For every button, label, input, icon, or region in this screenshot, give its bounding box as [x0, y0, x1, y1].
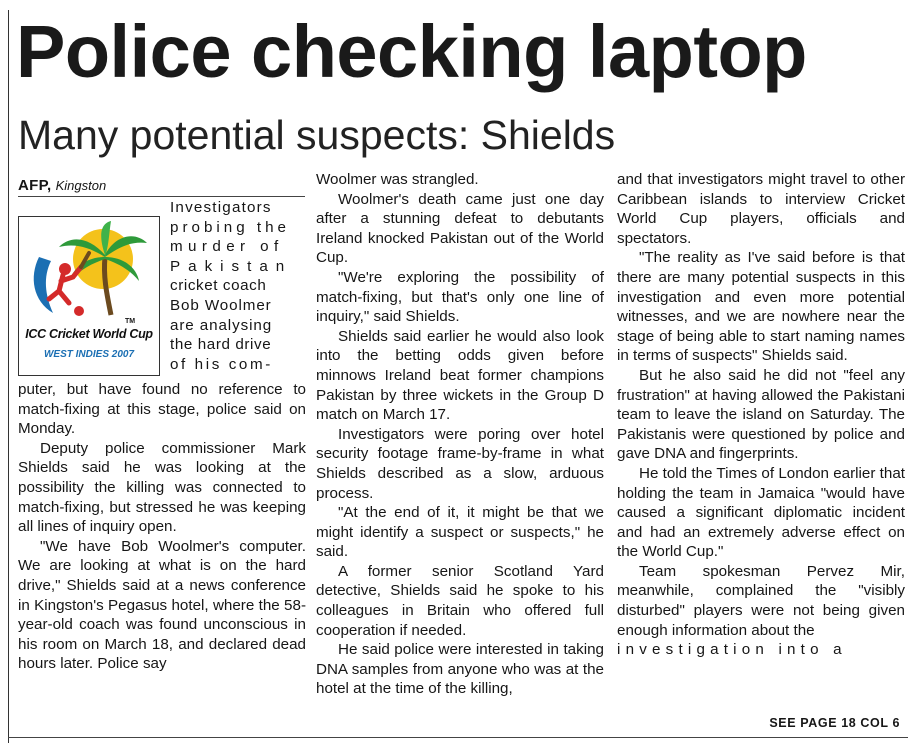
lead-line: are analysing	[170, 316, 273, 334]
paragraph: A former senior Scotland Yard detective, Shields said he spoke to his colleagues in Britain who offered full cooperation if needed.	[316, 562, 604, 639]
article-column-1	[18, 176, 306, 674]
lead-line: Pakistan	[170, 257, 293, 275]
paragraph: "We're exploring the possibility of match-fixing, but that's only one line of inquiry," said Shields.	[316, 268, 604, 326]
lead-line: murder of	[170, 238, 284, 256]
bottom-rule	[8, 737, 908, 738]
byline-agency: AFP,	[18, 177, 52, 194]
paragraph: Woolmer was strangled.	[316, 171, 479, 188]
lead-line: the hard drive	[170, 336, 272, 354]
logo-trademark: TM	[125, 318, 136, 325]
paragraph: Shields said earlier he would also look into the betting odds given before minnows Ireland beat former champions Pakistan by three wickets in the Group D match on March 17.	[316, 327, 604, 424]
headline: Police checking laptop	[16, 10, 807, 93]
paragraph: But he also said he did not "feel any frustration" at having allowed the Pakistani team to leave the island on Saturday. The Pakistanis were questioned by police and gave DNA and fingerprints.	[617, 366, 905, 463]
left-column-rule	[8, 10, 9, 743]
article-column-2	[316, 170, 604, 699]
lead-paragraph-end: puter, but have found no reference to match-fixing at this stage, police said on Monday.	[18, 381, 306, 438]
paragraph: He told the Times of London earlier that holding the team in Jamaica "would have caused a significant diplomatic incident and had an extremely adverse effect on the World Cup."	[617, 464, 905, 561]
continuation-link[interactable]: SEE PAGE 18 COL 6	[769, 716, 900, 730]
paragraph: Deputy police commissioner Mark Shields said he was looking at the possibility the killing was connected to match-fixing, but stressed he was keeping all lines of inquiry open.	[18, 439, 306, 536]
lead-line: Bob Woolmer	[170, 296, 272, 314]
paragraph: Team spokesman Pervez Mir, meanwhile, complained the "visibly disturbed" players were not being given enough information about the	[617, 562, 905, 639]
paragraph: Investigators were poring over hotel security footage frame-by-frame in what Shields described as a slow, arduous process.	[316, 425, 604, 502]
byline	[18, 176, 306, 198]
paragraph: "We have Bob Woolmer's computer. We are looking at what is on the hard drive," Shields said at a news conference in Kingston's Pegasus hotel, where the 58-year-old coach was found unconscious in his room on March 18, and declared dead hours later. Police say	[18, 537, 306, 673]
byline-place: Kingston	[55, 178, 107, 193]
paragraph: Woolmer's death came just one day after a stunning defeat to debutants Ireland knocked Pakistan out of the World Cup.	[316, 190, 604, 267]
lead-line: Investigators	[170, 199, 272, 216]
lead-line: of his com-	[170, 355, 273, 373]
paragraph: "The reality as I've said before is that there are many potential suspects in this investigation and even more potential witnesses, and we are nowhere near the stage of being able to start naming names in terms of suspects" Shields said.	[617, 249, 905, 365]
logo-title: ICC Cricket World Cup	[25, 327, 153, 341]
subheadline: Many potential suspects: Shields	[18, 112, 616, 158]
logo-subtitle: WEST INDIES 2007	[43, 349, 135, 360]
lead-line: probing the	[170, 218, 290, 236]
paragraph-last-line: investigation into a	[617, 641, 847, 659]
lead-line: cricket coach	[170, 277, 267, 295]
article-column-3	[617, 170, 905, 660]
paragraph: "At the end of it, it might be that we might identify a suspect or suspects," he said.	[316, 504, 604, 561]
world-cup-logo-image	[18, 216, 160, 376]
paragraph: and that investigators might travel to other Caribbean islands to interview Cricket World Cup players, officials and spectators.	[617, 171, 905, 247]
paragraph: He said police were interested in taking DNA samples from anyone who was at the hotel at the time of the killing,	[316, 641, 604, 698]
